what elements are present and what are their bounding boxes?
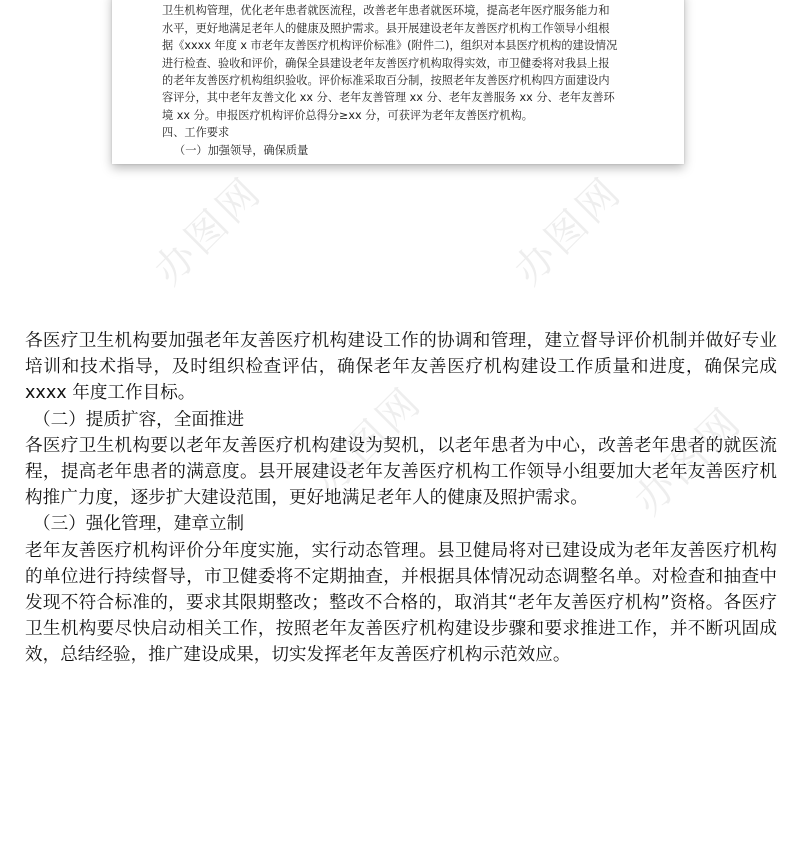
preview-section-heading: 四、工作要求 [162,126,230,140]
preview-line: 卫生机构管理，优化老年患者就医流程，改善老年患者就医环境，提高老年医疗服务能力和 [162,4,610,18]
preview-subheading: （一）加强领导，确保质量 [174,143,309,157]
document-preview-card [112,0,684,164]
preview-line: 的老年友善医疗机构组织验收。评价标准采取百分制，按照老年友善医疗机构四方面建设内 [162,74,610,88]
document-preview-text [162,0,684,159]
watermark: 办图网 [505,168,632,294]
main-body-text [25,328,777,669]
watermark: 办图网 [305,378,432,504]
preview-line: 容评分，其中老年友善文化 xx 分、老年友善管理 xx 分、老年友善服务 xx 分、老年友善环 [162,91,615,105]
preview-line: 据《xxxx 年度 x 市老年友善医疗机构评价标准》(附件二)，组织对本县医疗机构的建设情况 [162,39,618,53]
watermark: 办图网 [625,398,752,524]
paragraph: 各医疗卫生机构要以老年友善医疗机构建设为契机，以老年患者为中心，改善老年患者的就医流程，提高老年患者的满意度。县开展建设老年友善医疗机构工作领导小组要加大老年友善医疗机构推广力度，逐步扩大建设范围，更好地满足老年人的健康及照护需求。 [25,435,777,509]
paragraph: 各医疗卫生机构要加强老年友善医疗机构建设工作的协调和管理，建立督导评价机制并做好专业培训和技术指导，及时组织检查评估，确保老年友善医疗机构建设工作质量和进度，确保完成 xxxx 年度工作目标。 [25,331,777,404]
section-heading: （二）提质扩容，全面推进 [33,409,245,430]
preview-line: 进行检查、验收和评价，确保全县建设老年友善医疗机构取得实效，市卫健委将对我县上报 [162,56,610,70]
paragraph: 老年友善医疗机构评价分年度实施，实行动态管理。县卫健局将对已建设成为老年友善医疗机构的单位进行持续督导，市卫健委将不定期抽查，并根据具体情况动态调整名单。对检查和抽查中发现不符合标准的，要求其限期整改；整改不合格的，取消其“老年友善医疗机构”资格。各医疗卫生机构要尽快启动相关工作，按照老年友善医疗机构建设步骤和要求推进工作，并不断巩固成效，总结经验，推广建设成果，切实发挥老年友善医疗机构示范效应。 [25,540,777,666]
watermark: 办图网 [145,168,272,294]
preview-line: 水平，更好地满足老年人的健康及照护需求。县开展建设老年友善医疗机构工作领导小组根 [162,21,610,35]
section-heading: （三）强化管理，建章立制 [33,514,245,535]
preview-line: 境 xx 分。申报医疗机构评价总得分≥xx 分，可获评为老年友善医疗机构。 [162,108,533,122]
